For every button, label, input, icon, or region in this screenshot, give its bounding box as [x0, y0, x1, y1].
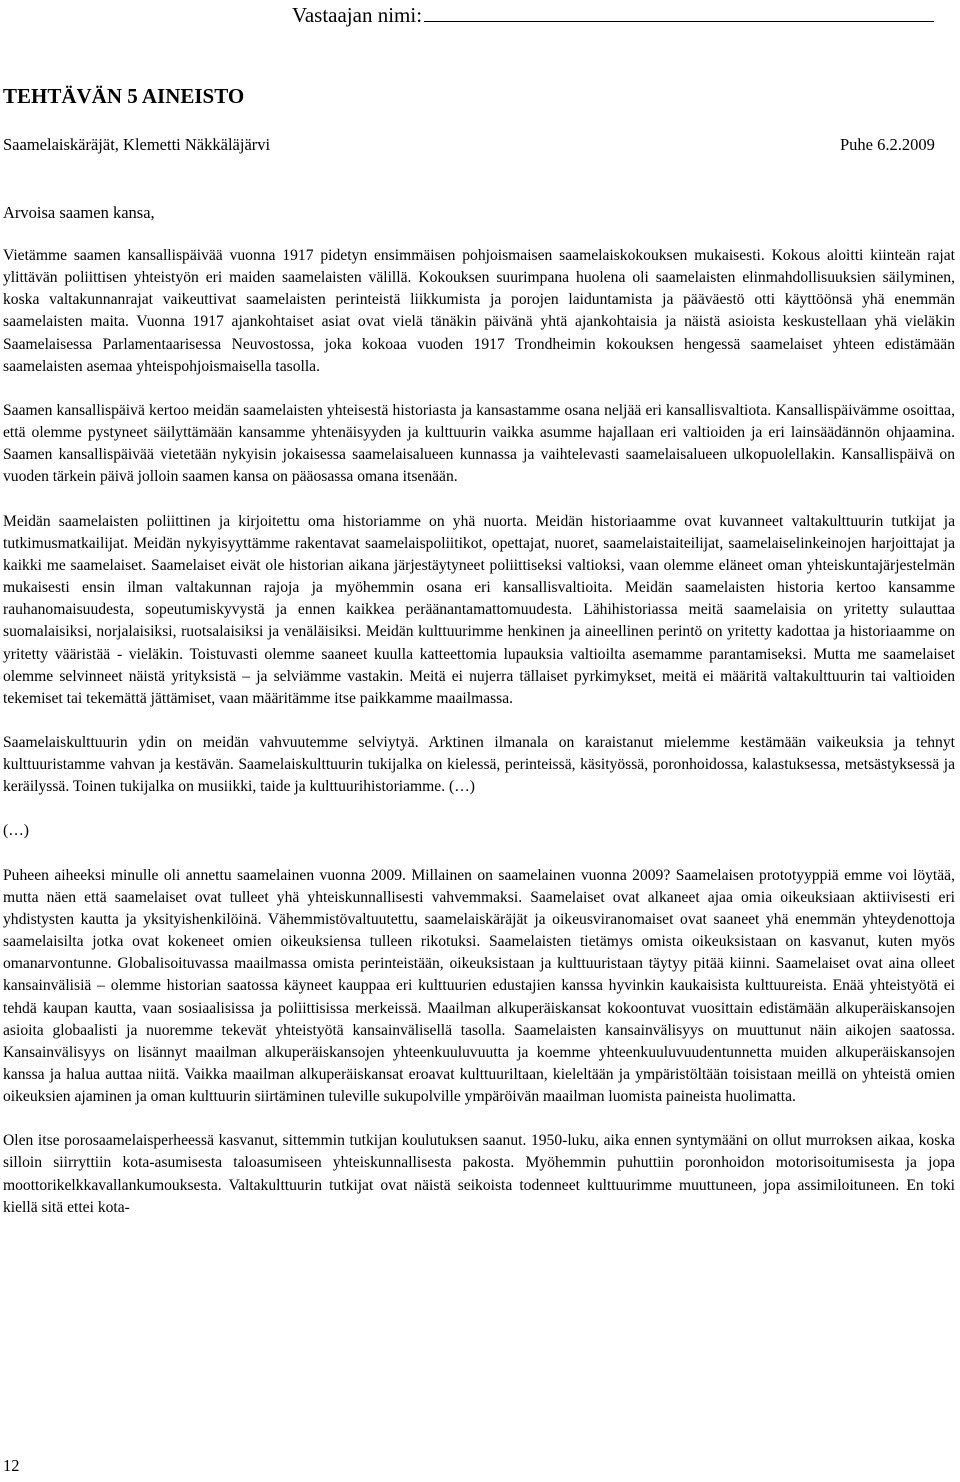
paragraph: Saamen kansallispäivä kertoo meidän saamelaisten yhteisestä historiasta ja kansastamme osana neljää eri kansallisvaltiota. Kansallispäivämme osoittaa, että olemme pystyneet säilyttämään kansamme yhtenäisyyden ja kulttuurin vaikka asumme hajallaan eri valtioiden ja eri lainsäädännön ohjaamina. Saamen kansallispäivää vietetään nykyisin jokaisessa saamelaisalueen kunnassa ja vaihtelevasti saamelaisalueen ulkopuolellakin. Kansallispäivä on vuoden tärkein päivä jolloin saamen kansa on pääosassa omana itsenään.	[3, 401, 955, 486]
speech-date: Puhe 6.2.2009	[840, 135, 935, 154]
paragraph-ellipsis: (…)	[3, 822, 29, 840]
page-title: TEHTÄVÄN 5 AINEISTO	[3, 84, 245, 108]
paragraph: Meidän saamelaisten poliittinen ja kirjoitettu oma historiamme on yhä nuorta. Meidän historiaamme ovat kuvanneet valtakulttuurin tutkijat ja tutkimusmatkailijat. Meidän nykyisyyttämme rakentavat saamelaispoliitikot, opettajat, nuoret, saamelaistaiteilijat, saamelaiselinkeinojen harjoittajat ja kaikki me saamelaiset. Saamelaiset eivät ole historian aikana järjestäytyneet poliittiseksi valtioksi, vaan olemme eläneet oman yhteiskuntajärjestelmän mukaisesti ensin ilman valtakunnan rajoja ja myöhemmin osana eri kansallisvaltioita. Meidän saamelaisten historia kertoo kansamme rauhanomaisuudesta, sopeutumiskyvystä ja ennen kaikkea peräänantamattomuudesta. Lähihistoriassa meitä saamelaisia on yritetty sulauttaa suomalaisiksi, norjalaisiksi, ruotsalaisiksi ja venäläisiksi. Meidän kulttuurimme henkinen ja aineellinen perintö on yritetty kadottaa ja historiaamme on yritetty vääristää - vieläkin. Toistuvasti olemme saaneet kuulla katteettomia lupauksia valtioilta asemamme parantamiseksi. Mutta me saamelaiset olemme selvinneet näistä yrityksistä – ja selviämme vastakin. Meitä ei nujerra tällaiset pyrkimykset, meitä ei määritä valtakulttuurin tai valtioiden tekemiset tai tekemättä jättämiset, vaan määritämme itse paikkamme maailmassa.	[3, 512, 955, 707]
paragraph: Puheen aiheeksi minulle oli annettu saamelainen vuonna 2009. Millainen on saamelainen vuonna 2009? Saamelaisen prototyyppiä emme voi löytää, mutta näen että saamelaiset ovat tulleet yhä yhteiskunnallisesti vahvemmaksi. Saamelaiset ovat alkaneet ajaa omia oikeuksiaan aktiivisesti eri yhdistysten kautta ja yksityishenkilöinä. Vähemmistövaltuutettu, saamelaiskäräjät ja oikeusviranomaiset ovat saaneet yhä enemmän yhteydenottoja saamelaisilta jotka ovat kokeneet omien oikeuksiensa tulleen rikotuksi. Saamelaisten tietämys omista oikeuksistaan on kasvanut, kuten myös omanarvontunne. Globalisoituvassa maailmassa omista perinteistään, oikeuksistaan ja kulttuuristaan täytyy pitää kiinni. Saamelaiset ovat aina olleet kansainvälisiä – olemme historian saatossa käyneet kauppaa eri kulttuurien edustajien kanssa hyvinkin kaukaisista kulttuureista. Enää yhteistyötä ei tehdä kaupan kautta, vaan sosiaalisissa ja poliittisissa merkeissä. Maailman alkuperäiskansat kokoontuvat vuosittain edistämään alkuperäiskansojen asioita globaalisti ja nuoremme tekevät yhteistyötä kansainvälisellä tasolla. Saamelaisten kansainvälisyys on muuttunut näin aikojen saatossa. Kansainvälisyys on lisännyt maailman alkuperäiskansojen yhteenkuuluvuutta ja koemme yhteenkuuluvuudentunnetta muiden alkuperäiskansojen kanssa ja halua auttaa niitä. Vaikka maailman alkuperäiskansat eroavat kulttuuriltaan, kieleltään ja ympäristöltään toisistaan meillä on yhteistä omien oikeuksien ajaminen ja oman kulttuurin siirtäminen tuleville sukupolville ympäröivän maailman luomista paineista huolimatta.	[3, 866, 955, 1106]
paragraph: Vietämme saamen kansallispäivää vuonna 1917 pidetyn ensimmäisen pohjoismaisen saamelaiskokouksen mukaisesti. Kokous aloitti kiinteän rajat ylittävän poliittisen yhteistyön eri maiden saamelaisten välillä. Kokouksen suurimpana huolena oli saamelaisten elinmahdollisuuksien säilyminen, koska valtakunnanrajat vaikeuttivat saamelaisten perinteistä liikkumista ja porojen laiduntamista ja pääväestö otti käyttöönsä yhä enemmän saamelaisten maita. Vuonna 1917 ajankohtaiset asiat ovat vielä tänäkin päivänä yhtä ajankohtaisia ja näistä asioista keskustellaan yhä vieläkin Saamelaisessa Parlamentaarisessa Neuvostossa, joka kokoaa vuoden 1917 Trondheimin kokouksen hengessä saamelaiset yhteen edistämään saamelaisten asemaa yhteispohjoismaisella tasolla.	[3, 247, 955, 375]
paragraph: Saamelaiskulttuurin ydin on meidän vahvuutemme selviytyä. Arktinen ilmanala on karaistanut mielemme kestämään vaikeuksia ja tehnyt kulttuuristamme vahvan ja kestävän. Saamelaiskulttuurin tukijalka on kielessä, perinteissä, käsityössä, poronhoidossa, kalastuksessa, metsästyksessä ja keräilyssä. Toinen tukijalka on musiikki, taide ja kulttuurihistoriamme. (…)	[3, 733, 955, 796]
paragraph: Olen itse porosaamelaisperheessä kasvanut, sittemmin tutkijan koulutuksen saanut. 1950-luku, aika ennen syntymääni on ollut murroksen aikaa, koska silloin siirryttiin kota-asumisesta taloasumiseen yhteiskunnallisesta pakosta. Myöhemmin puhuttiin poronhoidon motorisoitumisesta ja jopa moottorikelkkavallankumouksesta. Valtakulttuurin tutkijat ovat näistä seikoista todenneet kulttuurimme muuttuneen, jopa assimiloituneen. En toki kiellä sitä ettei kota-	[3, 1132, 955, 1216]
speaker-row	[3, 134, 955, 156]
greeting: Arvoisa saamen kansa,	[3, 203, 155, 222]
respondent-name-label: Vastaajan nimi:	[292, 3, 423, 27]
page-number: 12	[3, 1456, 20, 1475]
respondent-name-blank	[424, 3, 934, 22]
speaker-name: Saamelaiskäräjät, Klemetti Näkkäläjärvi	[3, 135, 271, 154]
respondent-name-line	[292, 2, 934, 28]
speech-body	[3, 245, 955, 1241]
